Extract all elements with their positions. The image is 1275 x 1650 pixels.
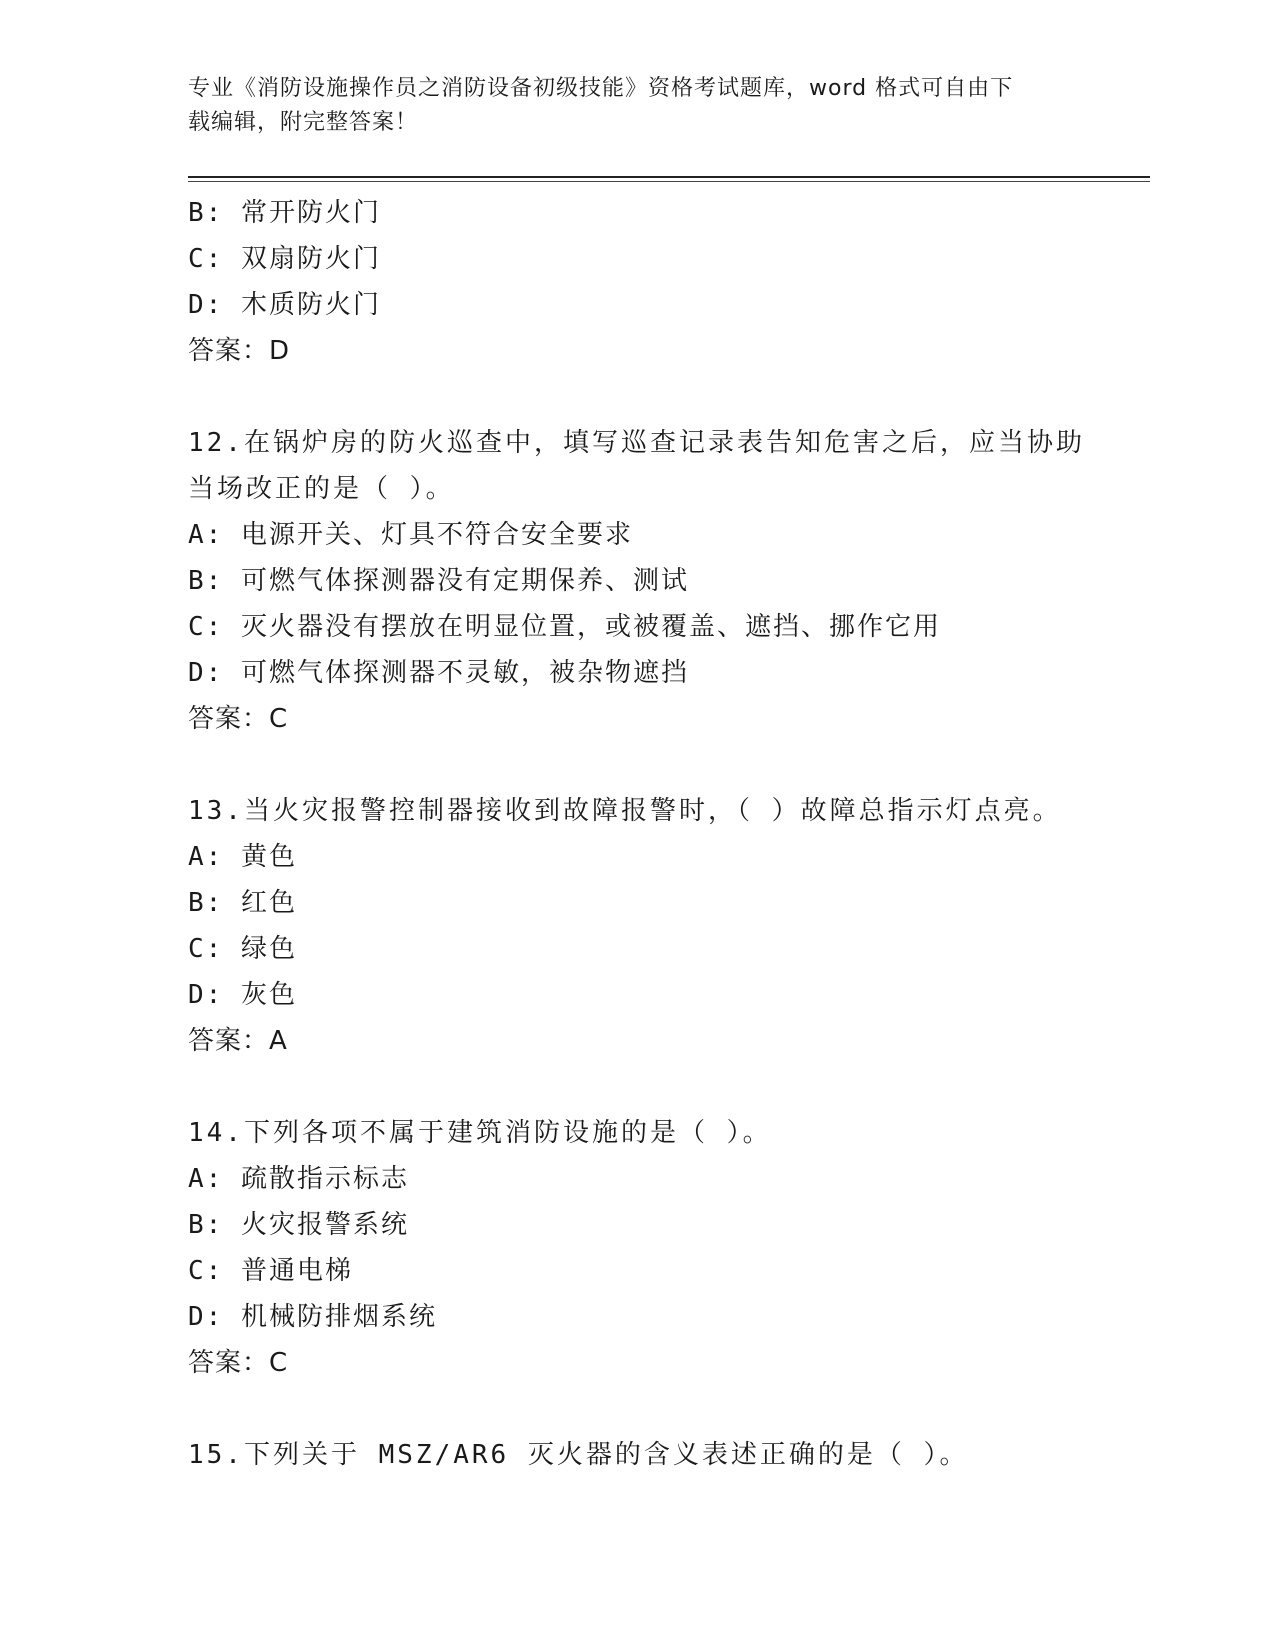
question-stem [188,420,1150,512]
answer-line: 答案：D [188,336,291,366]
option-b: B: 红色 [188,888,297,918]
option-d: D: 可燃气体探测器不灵敏，被杂物遮挡 [188,658,689,688]
option-c: C: 双扇防火门 [188,244,381,274]
question-stem [188,1110,1150,1156]
question-12 [188,420,1150,742]
question-gap [188,374,1150,420]
option-d: D: 灰色 [188,980,297,1010]
question-list [188,190,1150,1478]
option-c: C: 绿色 [188,934,297,964]
option-c: C: 普通电梯 [188,1256,353,1286]
option-a: A: 电源开关、灯具不符合安全要求 [188,520,633,550]
question-stem-line: 15.下列关于 MSZ/AR6 灭火器的含义表述正确的是（ ）。 [188,1440,969,1470]
question-gap [188,1386,1150,1432]
question-11-continued [188,190,1150,374]
answer-line: 答案：A [188,1026,288,1056]
option-b: B: 可燃气体探测器没有定期保养、测试 [188,566,689,596]
question-stem [188,788,1150,834]
answer-line: 答案：C [188,704,289,734]
header-line-2: 载编辑，附完整答案！ [188,110,419,135]
question-stem-line: 13.当火灾报警控制器接收到故障报警时，（ ）故障总指示灯点亮。 [188,796,1062,826]
header-divider-thick [188,176,1150,178]
header-divider-thin [188,181,1150,182]
question-15 [188,1432,1150,1478]
answer-line: 答案：C [188,1348,289,1378]
question-stem-line: 当场改正的是（ ）。 [188,474,455,504]
question-stem-line: 14.下列各项不属于建筑消防设施的是（ ）。 [188,1118,772,1148]
option-d: D: 木质防火门 [188,290,381,320]
document-header [188,72,1068,140]
question-gap [188,1064,1150,1110]
question-stem-line: 12.在锅炉房的防火巡查中，填写巡查记录表告知危害之后，应当协助 [188,428,1085,458]
header-line-1: 专业《消防设施操作员之消防设备初级技能》资格考试题库，word 格式可自由下 [188,76,1014,101]
question-gap [188,742,1150,788]
question-stem [188,1432,1150,1478]
question-14 [188,1110,1150,1386]
option-c: C: 灭火器没有摆放在明显位置，或被覆盖、遮挡、挪作它用 [188,612,941,642]
question-13 [188,788,1150,1064]
option-a: A: 疏散指示标志 [188,1164,409,1194]
option-b: B: 火灾报警系统 [188,1210,409,1240]
option-b: B: 常开防火门 [188,198,381,228]
option-d: D: 机械防排烟系统 [188,1302,437,1332]
option-a: A: 黄色 [188,842,297,872]
